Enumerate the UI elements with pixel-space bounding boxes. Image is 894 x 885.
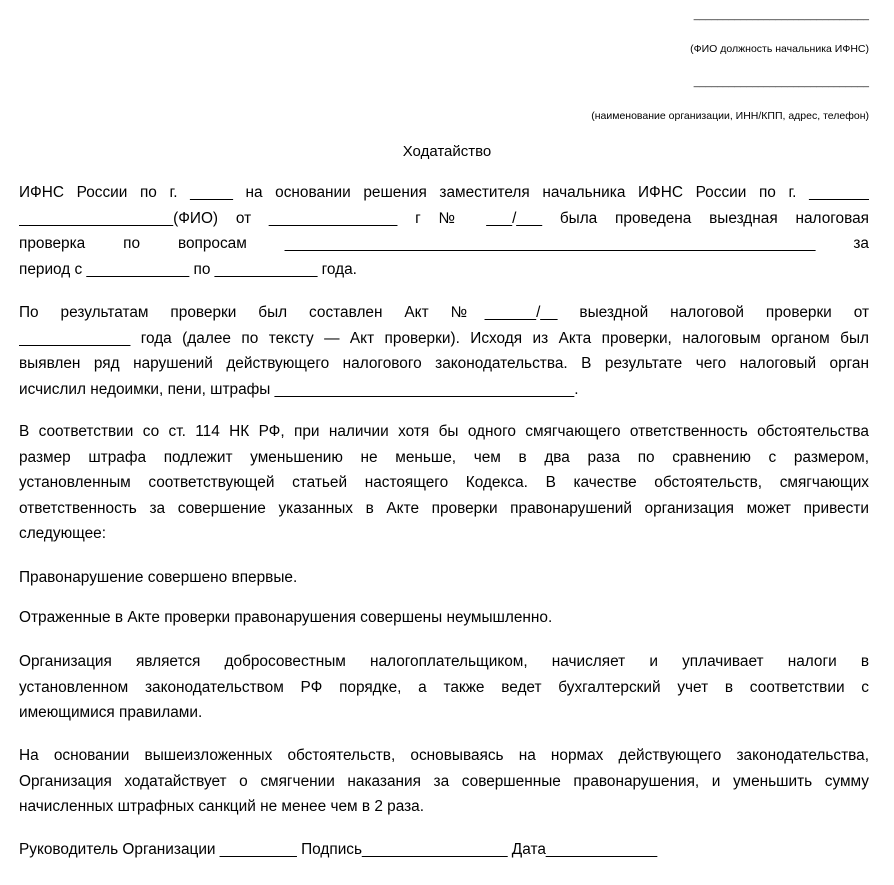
- paragraph-line: В соответствии со ст. 114 НК РФ, при наличии хотя бы одного смягчающего ответственность обстоятельства: [19, 423, 869, 440]
- paragraph-first-offense: [19, 565, 869, 591]
- paragraph-line: Организация ходатайствует о смягчении наказания за совершенные правонарушения, и уменьшить сумму: [19, 772, 869, 790]
- paragraph-line: исчислил недоимки, пени, штрафы ___________________________________.: [19, 380, 579, 398]
- paragraph-line: размер штрафа подлежит уменьшению не меньше, чем в два раза по сравнению с размером,: [19, 448, 869, 466]
- paragraph-article-114: [19, 419, 869, 547]
- paragraph-good-faith: [19, 649, 869, 726]
- paragraph-line: По результатам проверки был составлен Акт №______/__ выездной налоговой проверки от: [19, 304, 869, 321]
- paragraph-line: На основании вышеизложенных обстоятельств, основываясь на нормах действующего законодательства,: [19, 747, 869, 764]
- header-blank-line-2: ______________________________: [693, 76, 869, 88]
- header-blank-line-1: ______________________________: [693, 9, 869, 21]
- paragraph-line: следующее:: [19, 525, 107, 542]
- paragraph-request: [19, 743, 869, 820]
- paragraph-inspection: [19, 180, 869, 282]
- paragraph-line: установленным соответствующей статьей настоящего Кодекса. В качестве обстоятельств, смягчающих: [19, 474, 869, 491]
- paragraph-line: _____________ года (далее по тексту — Акт проверки). Исходя из Акта проверки, налоговым органом был: [19, 329, 869, 347]
- paragraph-line: период с ____________ по ____________ года.: [19, 260, 357, 278]
- paragraph-line: Организация является добросовестным налогоплательщиком, начисляет и уплачивает налоги в: [19, 653, 869, 670]
- header-note-official: (ФИО должность начальника ИФНС): [690, 43, 869, 55]
- paragraph-line: выявлен ряд нарушений действующего налогового законодательства. В результате чего налоговый орган: [19, 355, 869, 372]
- paragraph-line: ИФНС России по г. _____ на основании решения заместителя начальника ИФНС России по г. _______: [19, 184, 869, 201]
- header-note-organization: (наименование организации, ИНН/КПП, адрес, телефон): [591, 110, 869, 122]
- signature-line: [19, 837, 869, 863]
- paragraph-line: установленном законодательством РФ порядке, а также ведет бухгалтерский учет в соответствии с: [19, 678, 869, 696]
- paragraph-line: Отраженные в Акте проверки правонарушения совершены неумышленно.: [19, 609, 553, 626]
- paragraph-line: ответственность за совершение указанных в Акте проверки правонарушений организация может привести: [19, 499, 869, 517]
- paragraph-line: проверка по вопросам ______________________________________________________________ за: [19, 235, 869, 252]
- paragraph-line: начисленных штрафных санкций не менее чем в 2 раза.: [19, 798, 425, 815]
- paragraph-unintentional: [19, 605, 869, 631]
- paragraph-line: Правонарушение совершено впервые.: [19, 569, 298, 586]
- paragraph-line: имеющимися правилами.: [19, 704, 203, 721]
- paragraph-line: __________________(ФИО) от _______________ г № ___/___ была проведена выездная налоговая: [19, 209, 869, 227]
- paragraph-act-results: [19, 300, 869, 402]
- signature-text: Руководитель Организации _________ Подпись_________________ Дата_____________: [19, 841, 658, 858]
- document-title: Ходатайство: [402, 143, 492, 160]
